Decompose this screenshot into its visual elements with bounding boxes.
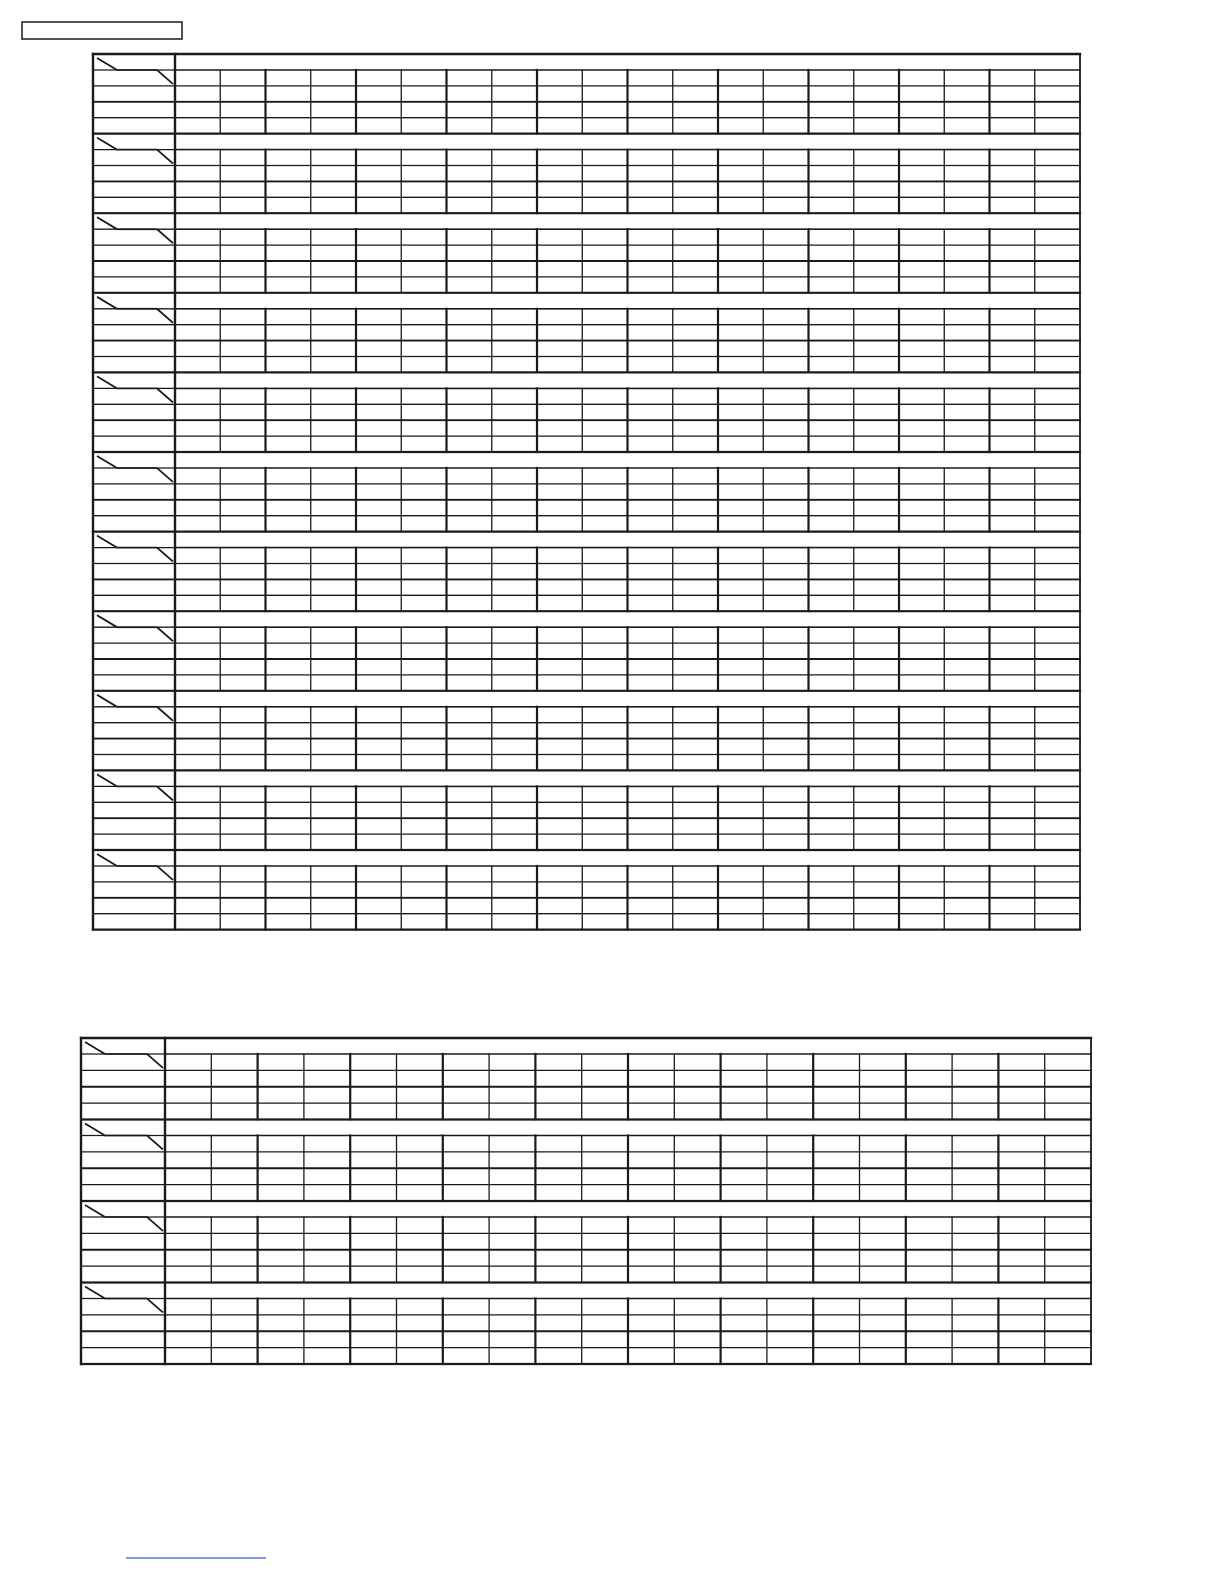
table-block bbox=[93, 615, 1080, 691]
table-block bbox=[81, 1124, 1091, 1202]
table-block bbox=[81, 1042, 1091, 1120]
block-header-marker bbox=[85, 1042, 163, 1068]
header-box bbox=[22, 22, 182, 39]
block-header-marker bbox=[97, 456, 173, 482]
table-block bbox=[93, 138, 1080, 214]
block-header-marker bbox=[85, 1205, 163, 1231]
upper-table bbox=[93, 54, 1080, 930]
block-header-marker bbox=[97, 217, 173, 243]
block-header-marker bbox=[97, 376, 173, 402]
block-header-marker bbox=[97, 536, 173, 562]
table-block bbox=[93, 297, 1080, 373]
table-block bbox=[93, 456, 1080, 532]
block-header-marker bbox=[97, 138, 173, 164]
block-header-marker bbox=[97, 695, 173, 721]
block-header-marker bbox=[97, 58, 173, 84]
block-header-marker bbox=[85, 1124, 163, 1150]
block-header-marker bbox=[97, 297, 173, 323]
table-block bbox=[93, 854, 1080, 930]
block-header-marker bbox=[97, 615, 173, 641]
table-block bbox=[93, 695, 1080, 771]
table-block bbox=[93, 774, 1080, 850]
block-header-marker bbox=[97, 854, 173, 880]
table-block bbox=[93, 217, 1080, 293]
table-block bbox=[81, 1287, 1091, 1365]
block-header-marker bbox=[97, 774, 173, 800]
table-block bbox=[93, 58, 1080, 134]
block-header-marker bbox=[85, 1287, 163, 1313]
table-block bbox=[93, 376, 1080, 452]
table-block bbox=[93, 536, 1080, 612]
table-block bbox=[81, 1205, 1091, 1283]
lower-table bbox=[81, 1038, 1091, 1364]
